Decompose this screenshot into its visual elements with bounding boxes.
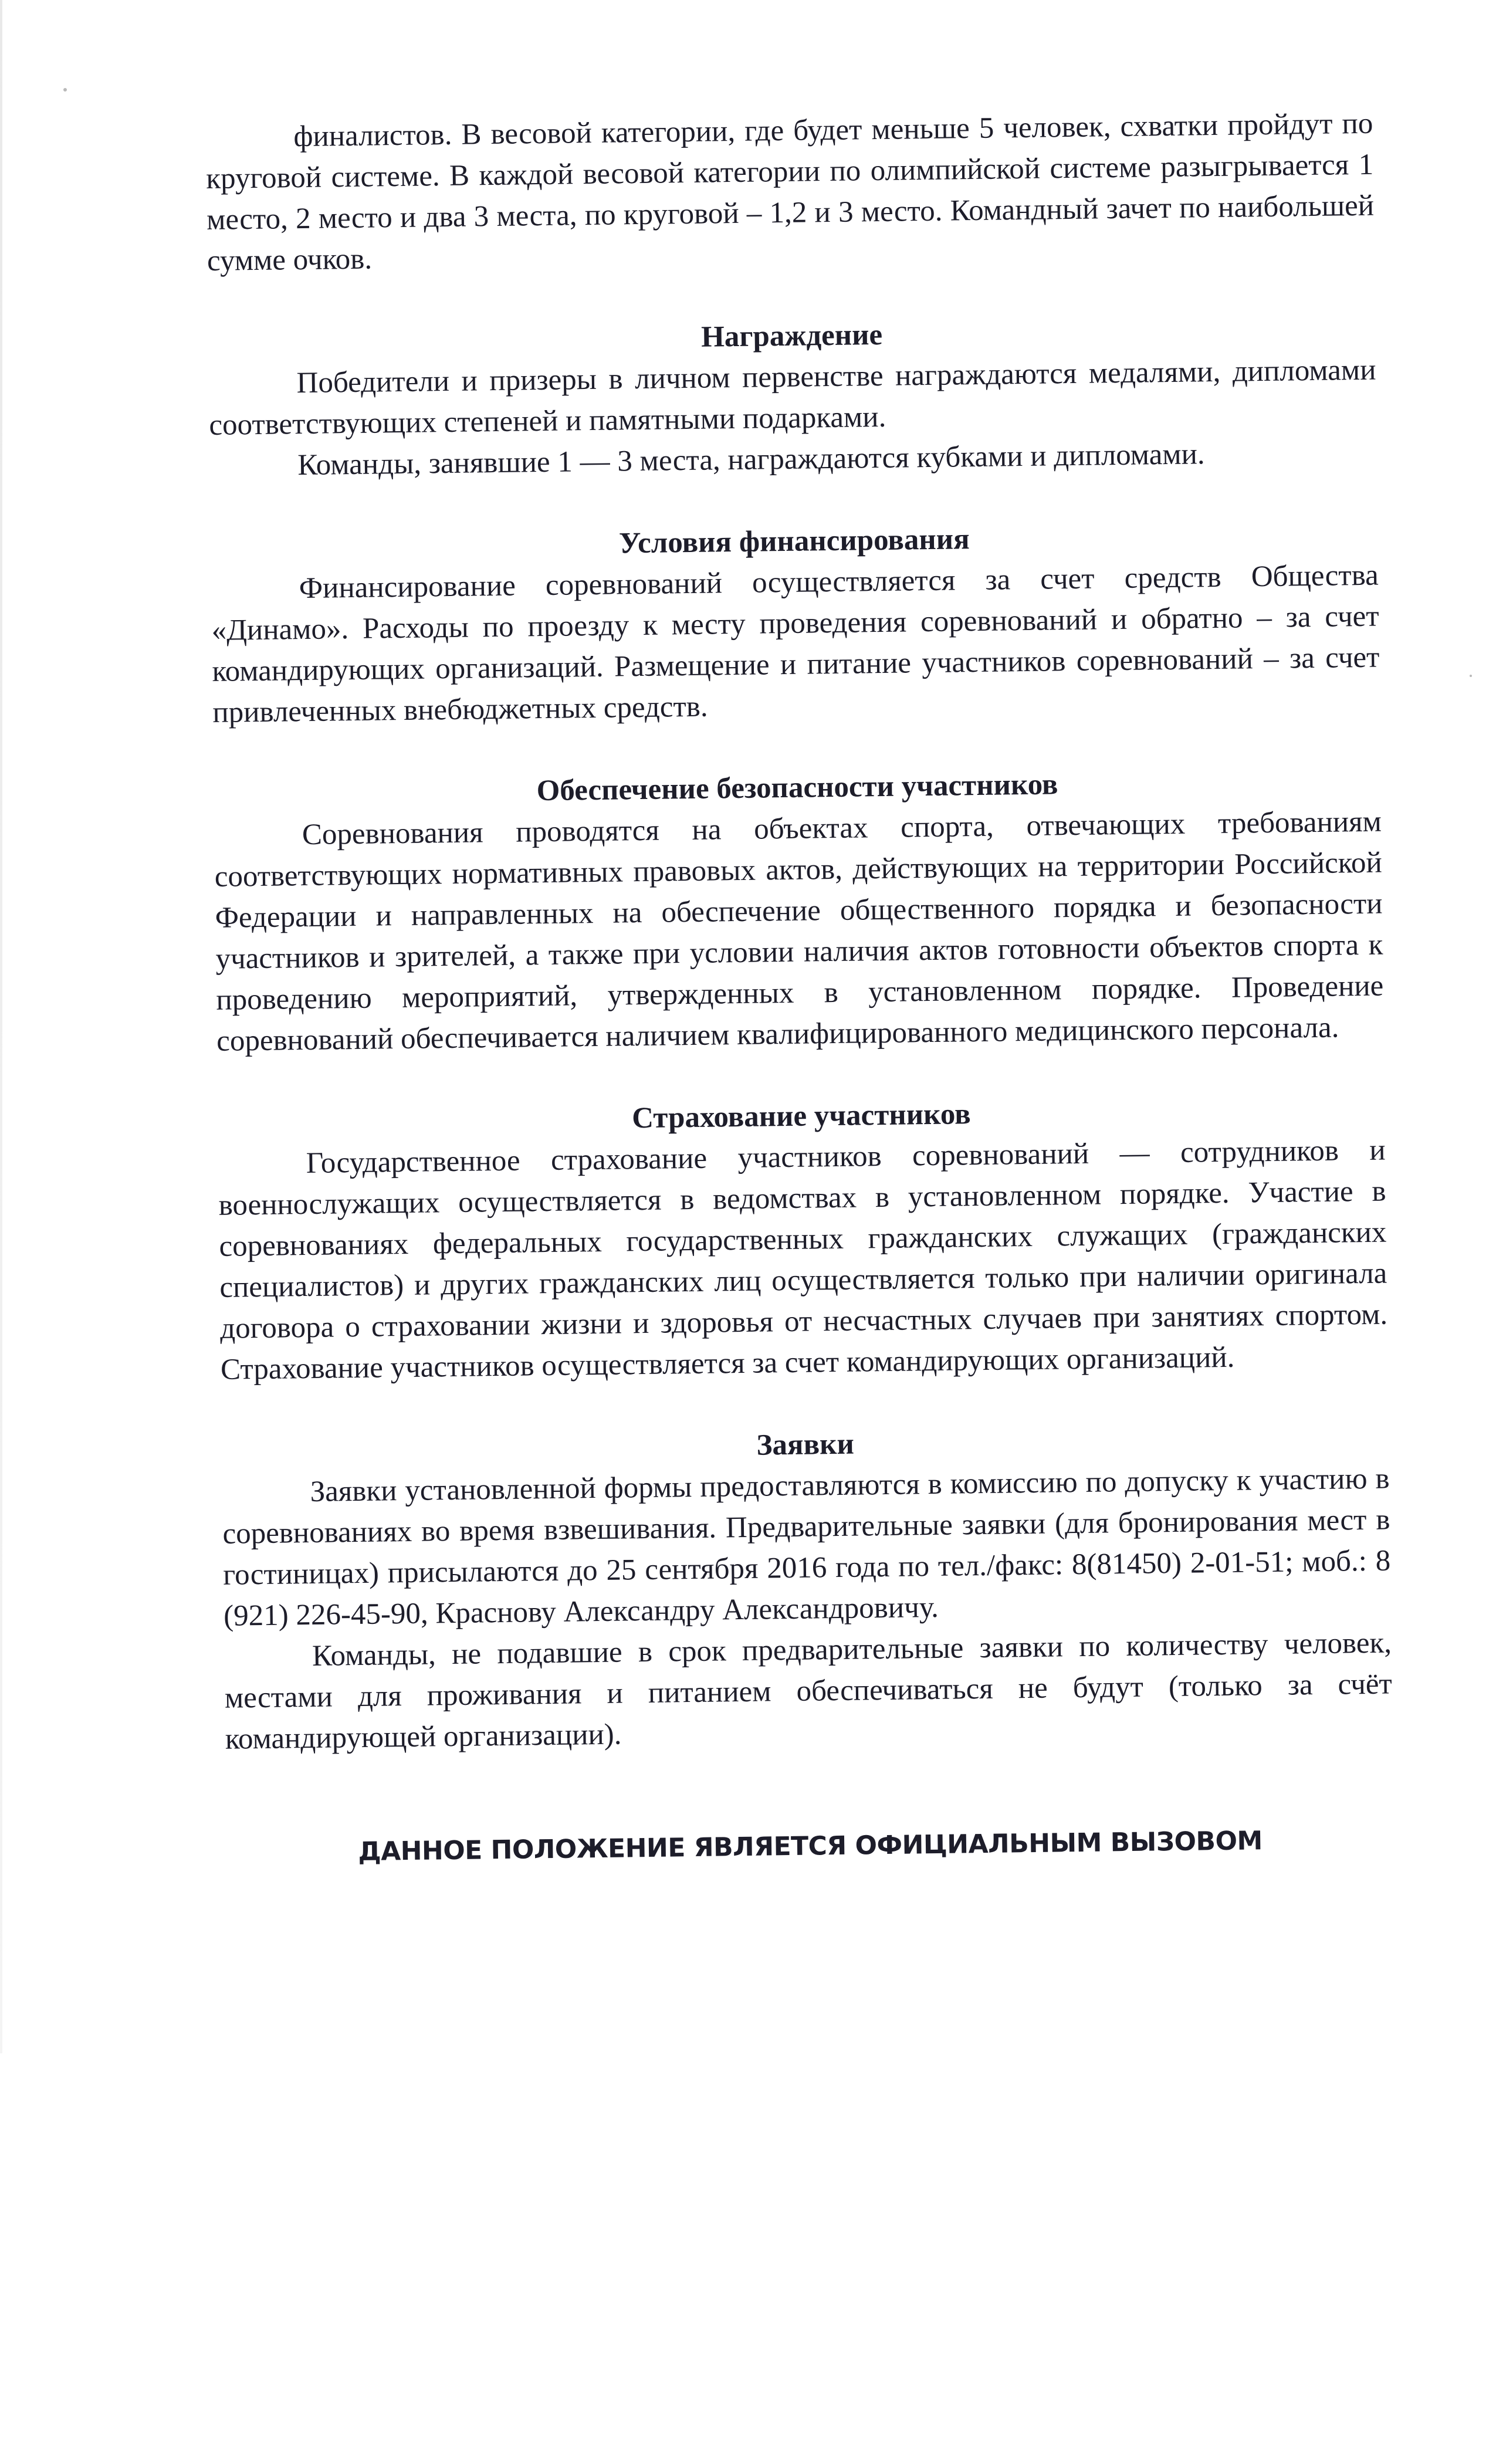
awards-teams-paragraph: Команды, занявшие 1 — 3 места, награждаются кубками и дипломами. [297, 438, 1205, 482]
document-page [205, 103, 1394, 1871]
safety-paragraph: Соревнования проводятся на объектах спорта, отвечающих требованиям соответствующих нормативных правовых актов, действующих на территории Российской Федерации и направленных на обеспечение общественного порядка и безопасности участников и зрителей, а также при условии наличия актов готовности объектов спорта к проведению мероприятий, утвержденных в установленном порядке. Проведение соревнований обеспечивается наличием квалифицированного медицинского персонала. [214, 805, 1384, 1058]
awards-paragraph: Победители и призеры в личном первенстве награждаются медалями, дипломами соответствующих степеней и памятными подарками. [209, 353, 1376, 442]
scan-speck [1470, 675, 1472, 677]
scan-speck [63, 88, 67, 92]
insurance-paragraph: Государственное страхование участников соревнований — сотрудников и военнослужащих осуществляется в ведомствах в установленном порядке. Участие в соревнованиях федеральных государственных гражданских служащих (гражданских специалистов) и других гражданских лиц осуществляется только при наличии оригинала договора о страховании жизни и здоровья от несчастных случаев при занятиях спортом. Страхование участников осуществляется за счет командирующих организаций. [218, 1133, 1388, 1386]
scan-edge [0, 0, 2, 2053]
official-call-statement: ДАННОЕ ПОЛОЖЕНИЕ ЯВЛЯЕТСЯ ОФИЦИАЛЬНЫМ ВЫЗОВОМ [358, 1826, 1263, 1867]
intro-paragraph: финалистов. В весовой категории, где будет меньше 5 человек, схватки пройдут по круговой системе. В каждой весовой категории по олимпийской системе разыгрывается 1 место, 2 место и два 3 места, по круговой – 1,2 и 3 место. Командный зачет по наибольшей сумме очков. [205, 107, 1375, 277]
applications-paragraph: Заявки установленной формы предоставляются в комиссию по допуску к участию в соревнованиях во время взвешивания. Предварительные заявки (для бронирования мест в гостиницах) присылаются до 25 сентября 2016 года по тел./факс: 8(81450) 2-01-51; моб.: 8 (921) 226-45-90, Краснову Александру Александровичу. [222, 1462, 1391, 1633]
section-title-financing: Условия финансирования [618, 523, 970, 560]
section-title-awards: Награждение [700, 318, 883, 354]
applications-late-paragraph: Команды, не подавшие в срок предварительные заявки по количеству человек, местами для проживания и питанием обеспечиваться не будут (только за счёт командирующей организации). [224, 1626, 1393, 1756]
section-title-applications: Заявки [756, 1427, 855, 1462]
financing-paragraph: Финансирование соревнований осуществляется за счет средств Общества «Динамо». Расходы по проезду к месту проведения соревнований и обратно – за счет командирующих организаций. Размещение и питание участников соревнований – за счет привлеченных внебюджетных средств. [211, 559, 1380, 729]
section-title-insurance: Страхование участников [631, 1098, 971, 1135]
section-title-safety: Обеспечение безопасности участников [536, 768, 1058, 808]
